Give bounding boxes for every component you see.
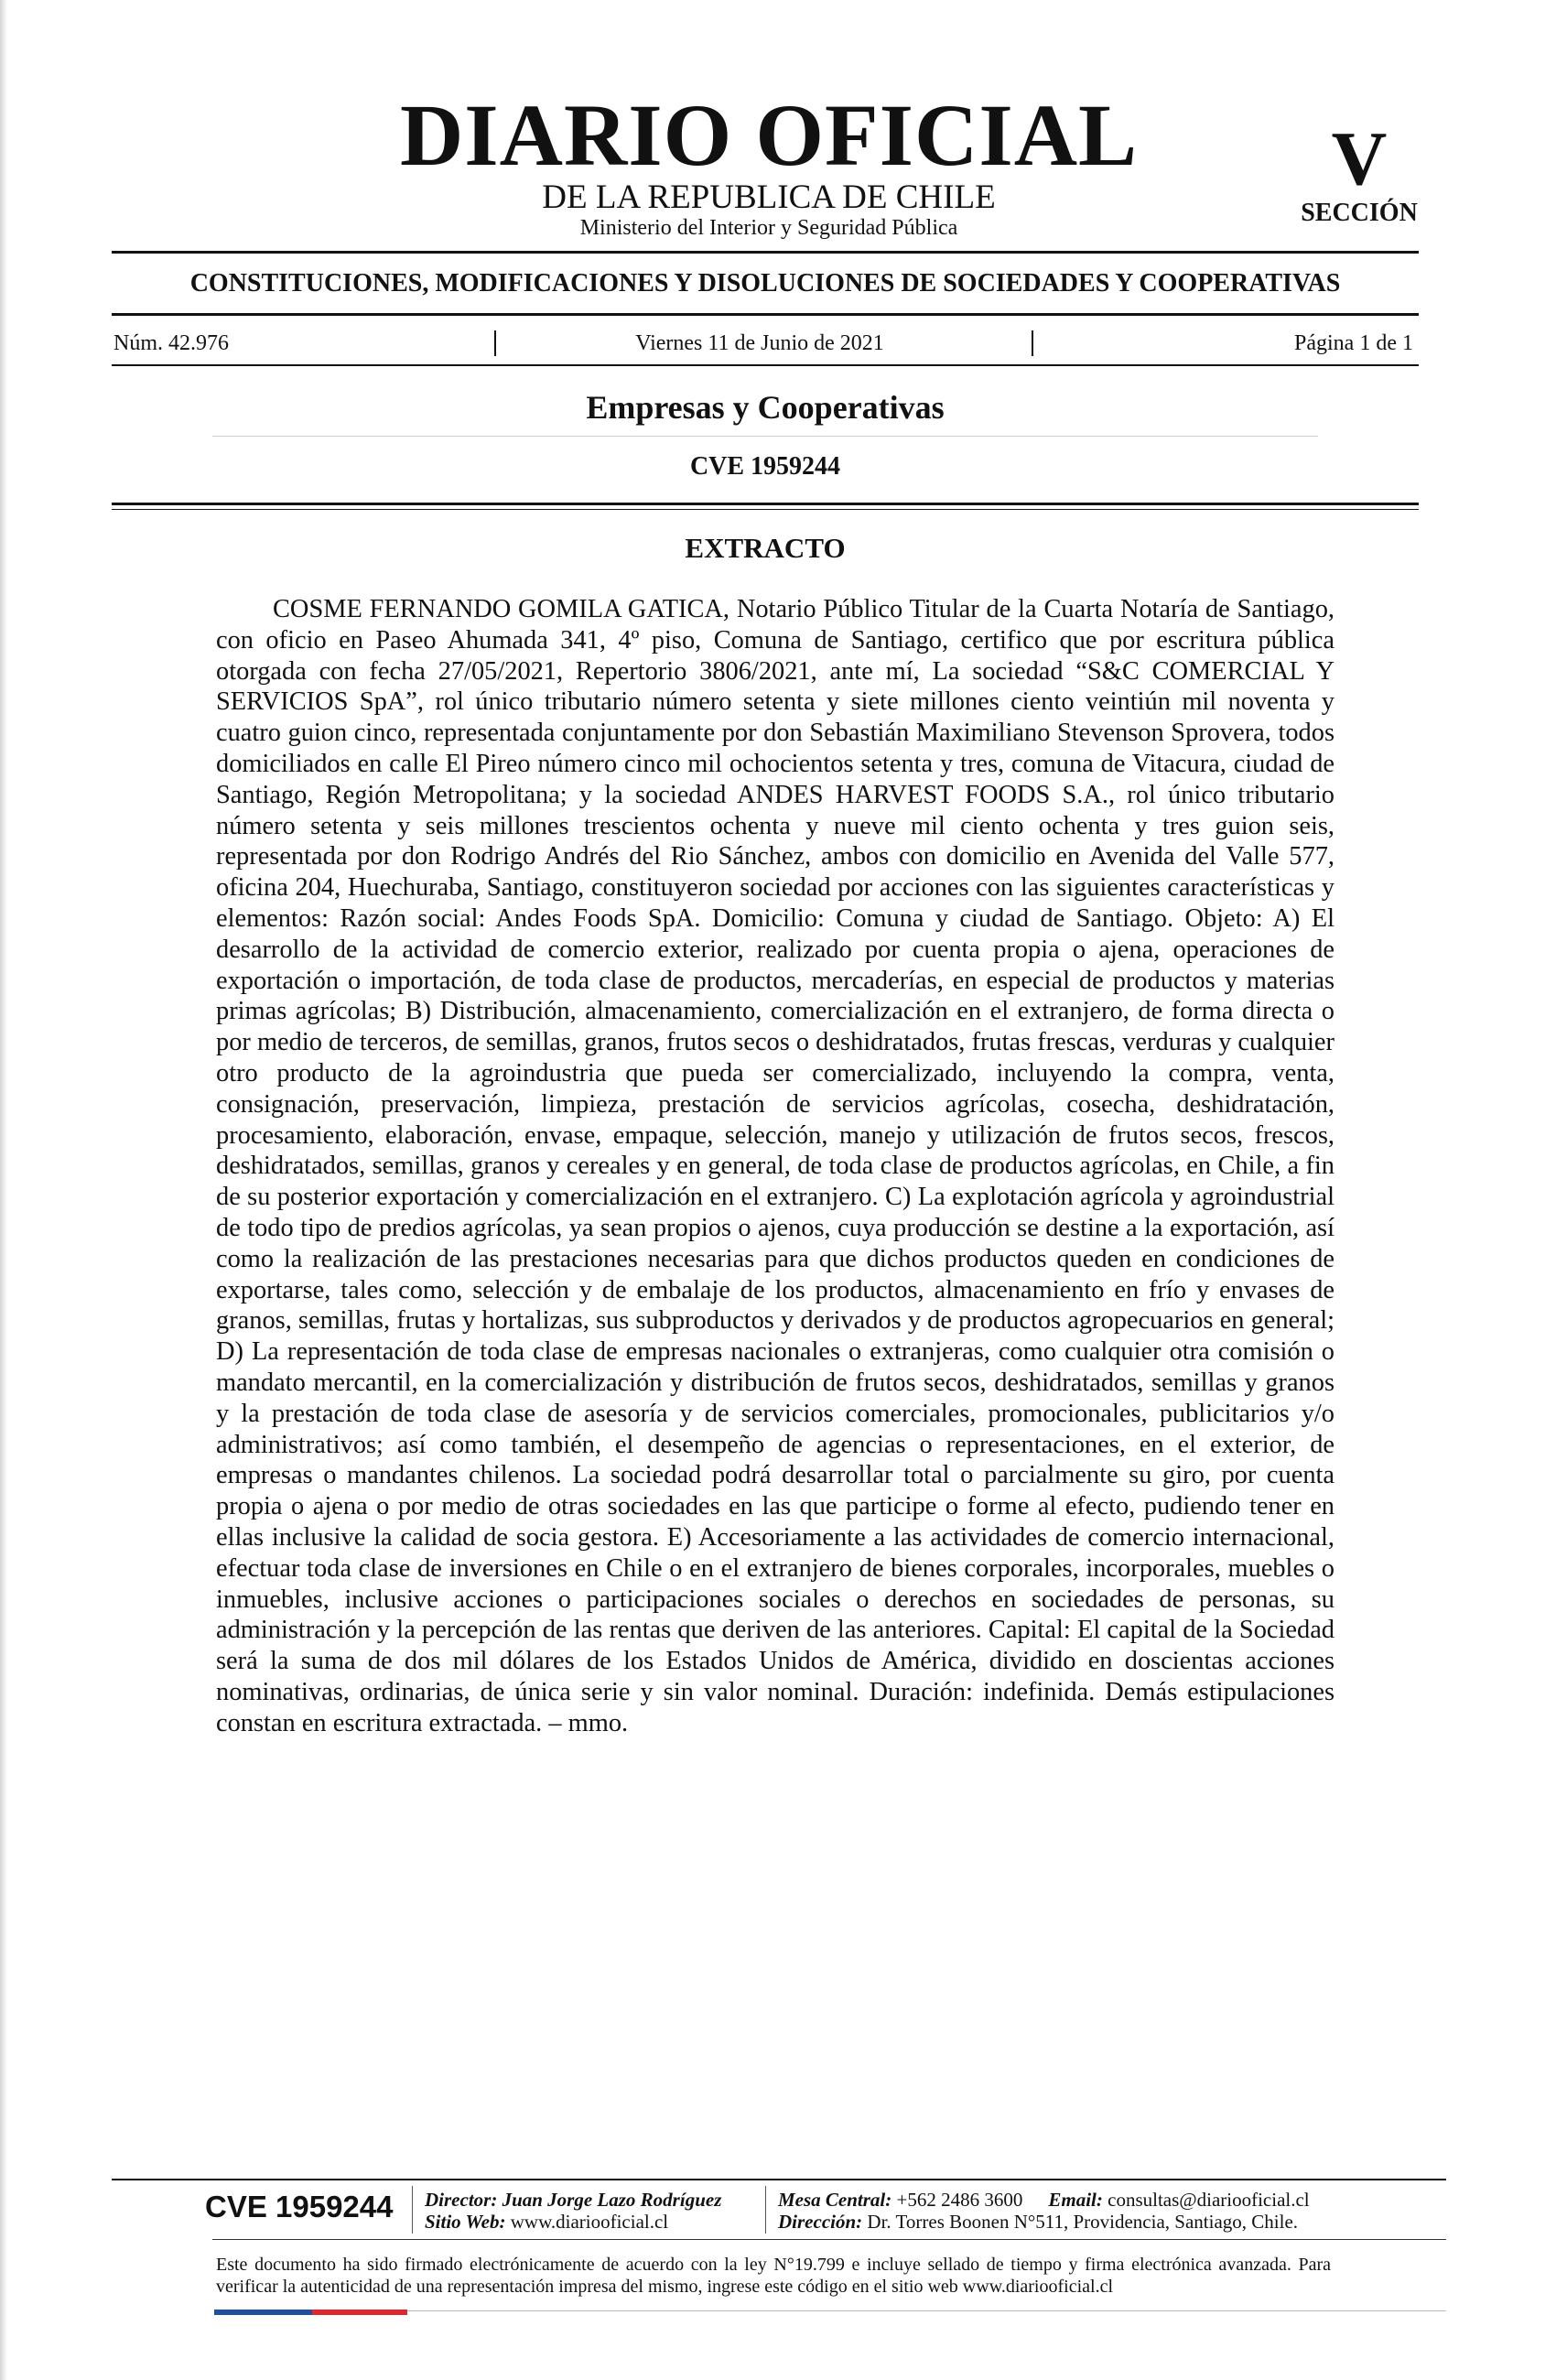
category-heading: CONSTITUCIONES, MODIFICACIONES Y DISOLUCIONES DE SOCIEDADES Y COOPERATIVAS [189,269,1341,298]
footer-contact-block [778,2189,1310,2233]
footer-director-block [425,2189,721,2233]
footer-divider [765,2186,766,2234]
header-rule-top [112,251,1419,254]
section-divider [212,436,1318,437]
phone-label: Mesa Central: [778,2189,892,2211]
cve-code: CVE 1959244 [689,452,841,481]
masthead-title: DIARIO OFICIAL [399,86,1139,184]
section-title: Empresas y Cooperativas [586,389,945,426]
issue-date: Viernes 11 de Junio de 2021 [635,331,884,355]
director-name: Juan Jorge Lazo Rodríguez [502,2189,722,2211]
email-link[interactable]: consultas@diariooficial.cl [1108,2189,1310,2211]
footer-rule-inner [212,2239,1446,2240]
address-text: Dr. Torres Boonen N°511, Providencia, Santiago, Chile. [867,2211,1299,2233]
footer-rule-end [407,2310,1446,2311]
email-label: Email: [1048,2189,1103,2211]
flag-stripe-blue [214,2310,312,2315]
director-label: Director: [425,2189,498,2211]
masthead-ministry: Ministerio del Interior y Seguridad Pública [579,216,958,240]
section-letter: V [1331,116,1388,201]
footer-rule [112,2179,1446,2180]
page-count: Página 1 de 1 [1294,331,1413,355]
masthead-subtitle: DE LA REPUBLICA DE CHILE [542,178,996,216]
header-rule-middle [112,313,1419,316]
section-word: SECCIÓN [1301,199,1418,227]
content-rule-thick [112,503,1419,505]
footer-divider [412,2186,413,2234]
site-label: Sitio Web: [425,2211,506,2233]
phone-number: +562 2486 3600 [896,2189,1023,2211]
page-edge-shadow [0,0,7,2380]
meta-divider [494,330,496,356]
document-heading: EXTRACTO [685,532,846,564]
meta-divider [1032,330,1033,356]
issue-number: Núm. 42.976 [113,331,229,355]
extract-body: COSME FERNANDO GOMILA GATICA, Notario Público Titular de la Cuarta Notaría de Santiago, con oficio en Paseo Ahumada 341, 4º piso, Comuna de Santiago, certifico que por escritura pública otorgada con fecha 27/05/2021, Repertorio 3806/2021, ante mí, La sociedad “S&C COMERCIAL Y SERVICIOS SpA”, rol único tributario número setenta y siete millones ciento veintiún mil noventa y cuatro guion cinco, representada conjuntamente por don Sebastián Maximiliano Stevenson Sprovera, todos domiciliados en calle El Pireo número cinco mil ochocientos setenta y tres, comuna de Vitacura, ciudad de Santiago, Región Metropolitana; y la sociedad ANDES HARVEST FOODS S.A., rol único tributario número setenta y seis millones trescientos ochenta y nueve mil ciento ochenta y tres guion seis, representada por don Rodrigo Andrés del Rio Sánchez, ambos con domicilio en Avenida del Valle 577, oficina 204, Huechuraba, Santiago, constituyeron sociedad por acciones con las siguientes características y elementos: Razón social: Andes Foods SpA. Domicilio: Comuna y ciudad de Santiago. Objeto: A) El desarrollo de la actividad de comercio exterior, realizado por cuenta propia o ajena, operaciones de exportación o importación, de toda clase de productos, mercaderías, en especial de productos y materias primas agrícolas; B) Distribución, almacenamiento, comercialización en el extranjero, de forma directa o por medio de terceros, de semillas, granos, frutos secos o deshidratados, frutas frescas, verduras y cualquier otro producto de la agroindustria que pueda ser comercializado, incluyendo la compra, venta, consignación, preservación, limpieza, prestación de servicios agrícolas, cosecha, deshidratación, procesamiento, elaboración, envase, empaque, selección, manejo y utilización de frutos secos, frescos, deshidratados, semillas, granos y cereales y en general, de toda clase de productos agrícolas, en Chile, a fin de su posterior exportación y comercialización en el extranjero. C) La explotación agrícola y agroindustrial de todo tipo de predios agrícolas, ya sean propios o ajenos, cuya producción se destine a la exportación, así como la realización de las prestaciones necesarias para que dichos productos queden en condiciones de exportarse, tales como, selección y de embalaje de los productos, almacenamiento en frío y envases de granos, semillas, frutas y hortalizas, sus subproductos y derivados y de productos agropecuarios en general; D) La representación de toda clase de empresas nacionales o extranjeras, como cualquier otra comisión o mandato mercantil, en la comercialización y distribución de frutos secos, deshidratados, semillas y granos y la prestación de toda clase de asesoría y de servicios comerciales, promocionales, publicitarios y/o administrativos; así como también, el desempeño de agencias o representaciones, en el exterior, de empresas o mandantes chilenos. La sociedad podrá desarrollar total o parcialmente su giro, por cuenta propia o ajena o por medio de otras sociedades en las que participe o forme al efecto, pudiendo tener en ellas inclusive la calidad de socia gestora. E) Accesoriamente a las actividades de comercio internacional, efectuar toda clase de inversiones en Chile o en el extranjero de bienes corporales, incorporales, muebles o inmuebles, inclusive acciones o participaciones sociales o derechos en sociedades de personas, su administración y la percepción de las rentas que deriven de las anteriores. Capital: El capital de la Sociedad será la suma de dos mil dólares de los Estados Unidos de América, dividido en doscientas acciones nominativas, ordinarias, de única serie y sin valor nominal. Duración: indefinida. Demás estipulaciones constan en escritura extractada. – mmo. [216,595,1334,1737]
content-rule-thin [112,509,1419,510]
site-link[interactable]: www.diariooficial.cl [510,2211,669,2233]
address-label: Dirección: [778,2211,863,2233]
flag-stripe-red [312,2310,407,2315]
signature-notice: Este documento ha sido firmado electrónicamente de acuerdo con la ley N°19.799 e incluye sellado de tiempo y firma electrónica avanzada. Para verificar la autenticidad de una representación impresa del mismo, ingrese este código en el sitio web www.diariooficial.cl [216,2255,1331,2297]
footer-cve-code: CVE 1959244 [205,2190,394,2223]
header-rule-bottom [112,364,1419,366]
